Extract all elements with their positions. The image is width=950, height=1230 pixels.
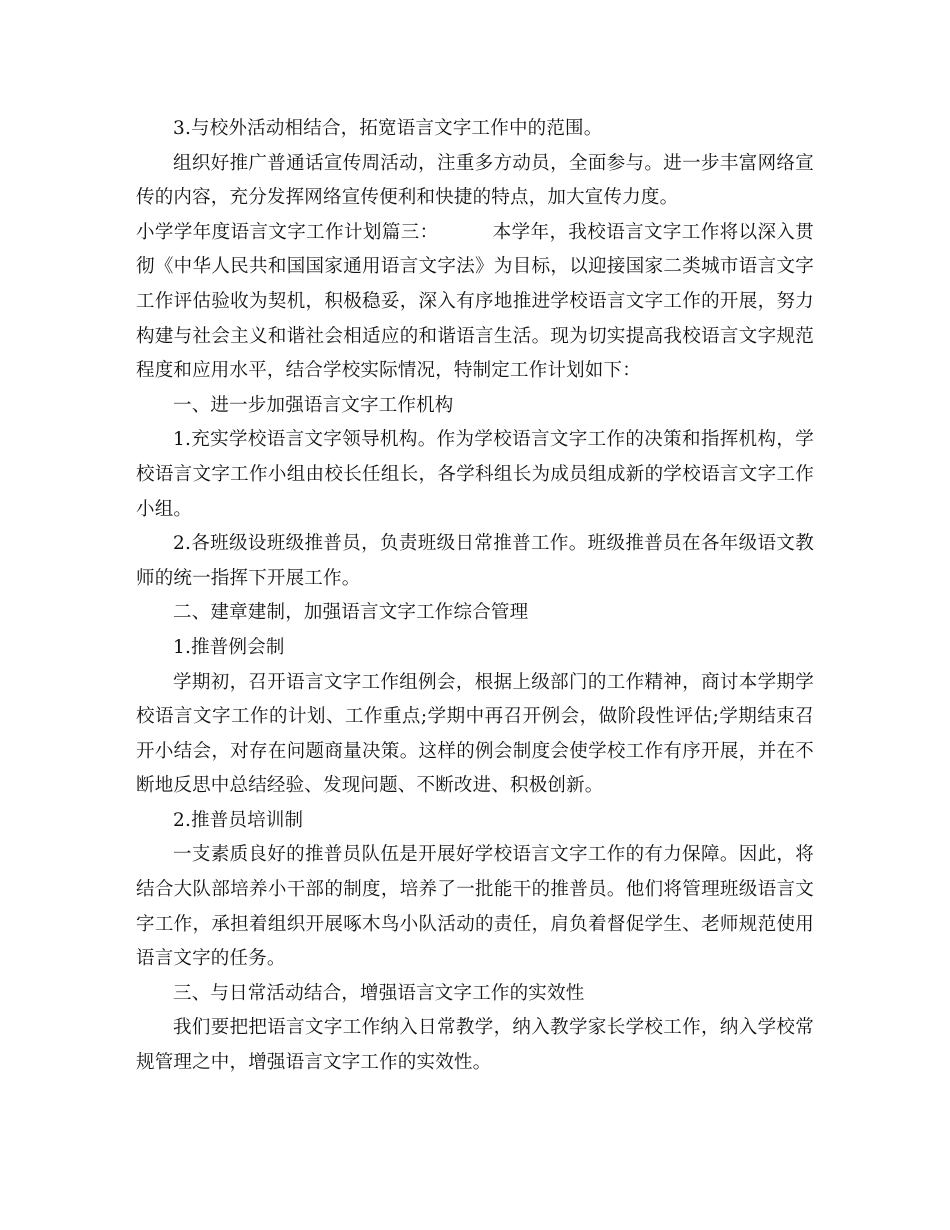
subheading-training-system: 2.推普员培训制 [173,809,304,831]
paragraph-daily-activities: 我们要把把语言文字工作纳入日常教学，纳入教学家长学校工作，纳入学校常规管理之中，增强语言文字工作的实效性。 [136,1017,814,1074]
paragraph-training: 一支素质良好的推普员队伍是开展好学校语言文字工作的有力保障。因此，将结合大队部培养小干部的制度，培养了一批能干的推普员。他们将管理班级语言文字工作，承担着组织开展啄木鸟小队活动的责任，肩负着督促学生、老师规范使用语言文字的任务。 [136,844,814,970]
paragraph-promotion-week: 组织好推广普通话宣传周活动，注重多方动员，全面参与。进一步丰富网络宣传的内容，充分发挥网络宣传便利和快捷的特点，加大宣传力度。 [136,152,814,209]
section-intro: 本学年，我校语言文字工作将以深入贯彻《中华人民共和国国家通用语言文字法》为目标，以迎接国家二类城市语言文字工作评估验收为契机，积极稳妥，深入有序地推进学校语言文字工作的开展，努力构建与社会主义和谐社会相适应的和谐语言生活。现为切实提高我校语言文字规范程度和应用水平，结合学校实际情况，特制定工作计划如下： [136,221,814,382]
section-heading: 小学学年度语言文字工作计划篇三： [136,221,439,243]
paragraph-item-3: 3.与校外活动相结合，拓宽语言文字工作中的范围。 [173,118,603,139]
subheading-meeting-system: 1.推普例会制 [173,636,285,658]
paragraph-meetings: 学期初，召开语言文字工作组例会，根据上级部门的工作精神，商讨本学期学校语言文字工作的计划、工作重点;学期中再召开例会，做阶段性评估;学期结束召开小结会，对存在问题商量决策。这样的例会制度会使学校工作有序开展，并在不断地反思中总结经验、发现问题、不断改进、积极创新。 [136,671,814,797]
heading-two: 二、建章建制，加强语言文字工作综合管理 [173,602,529,624]
section-three-block [136,216,814,389]
heading-one: 一、进一步加强语言文字工作机构 [173,394,454,416]
heading-three: 三、与日常活动结合，增强语言文字工作的实效性 [173,982,585,1004]
document-page [136,112,814,1081]
paragraph-class-promoters: 2.各班级设班级推普员，负责班级日常推普工作。班级推普员在各年级语文教师的统一指挥下开展工作。 [136,533,814,589]
paragraph-leadership: 1.充实学校语言文字领导机构。作为学校语言文字工作的决策和指挥机构，学校语言文字工作小组由校长任组长，各学科组长为成员组成新的学校语言文字工作小组。 [136,429,814,520]
